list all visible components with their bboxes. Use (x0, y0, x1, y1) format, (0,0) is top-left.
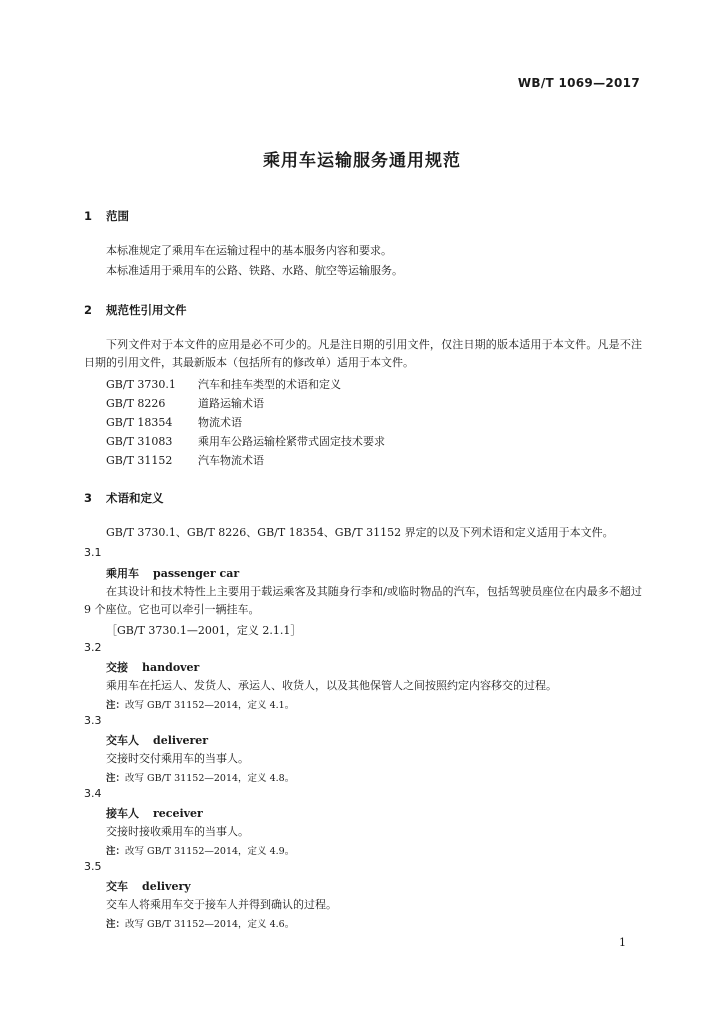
note-text: 改写 GB/T 31152—2014，定义 4.9。 (125, 846, 295, 857)
section-title: 范围 (106, 209, 129, 223)
term-zh: 乘用车 (106, 567, 139, 580)
term-note (106, 916, 294, 930)
term-name (106, 732, 208, 748)
term-zh: 交接 (106, 661, 128, 674)
term-note (106, 843, 294, 857)
section-title: 规范性引用文件 (106, 303, 187, 317)
ref-title: 汽车和挂车类型的术语和定义 (198, 378, 341, 391)
ref-item (106, 395, 264, 413)
section-number: 3 (84, 491, 93, 505)
term-zh: 交车人 (106, 734, 139, 747)
note-label: 注： (106, 773, 126, 784)
section-1-heading (84, 208, 129, 224)
ref-code: GB/T 31152 (106, 454, 173, 467)
section-title: 术语和定义 (106, 491, 164, 505)
term-name (106, 565, 239, 581)
term-number: 3.3 (84, 714, 102, 727)
ref-title: 乘用车公路运输栓紧带式固定技术要求 (198, 435, 385, 448)
ref-title: 道路运输术语 (198, 397, 264, 410)
note-label: 注： (106, 700, 126, 711)
term-definition: 在其设计和技术特性上主要用于载运乘客及其随身行李和/或临时物品的汽车，包括驾驶员座位在内最多不超过 9 个座位。它也可以牵引一辆挂车。 (84, 585, 642, 616)
note-text: 改写 GB/T 31152—2014，定义 4.8。 (125, 773, 295, 784)
ref-code: GB/T 8226 (106, 397, 166, 410)
term-en: deliverer (153, 734, 209, 747)
term-en: delivery (142, 880, 191, 893)
term-note (106, 697, 294, 711)
term-number: 3.1 (84, 546, 102, 559)
note-label: 注： (106, 919, 126, 930)
term-definition: 交车人将乘用车交于接车人并得到确认的过程。 (106, 898, 337, 911)
term-number: 3.4 (84, 787, 102, 800)
section-number: 1 (84, 209, 93, 223)
term-zh: 接车人 (106, 807, 139, 820)
note-label: 注： (106, 846, 126, 857)
term-zh: 交车 (106, 880, 128, 893)
scope-para-1: 本标准规定了乘用车在运输过程中的基本服务内容和要求。 (106, 244, 392, 257)
ref-item (106, 433, 385, 451)
term-name (106, 805, 203, 821)
term-en: handover (142, 661, 200, 674)
ref-code: GB/T 18354 (106, 416, 173, 429)
term-definition: 交接时接收乘用车的当事人。 (106, 825, 249, 838)
term-name (106, 878, 191, 894)
note-text: 改写 GB/T 31152—2014，定义 4.6。 (125, 919, 295, 930)
section-3-heading (84, 490, 164, 506)
ref-item (106, 452, 264, 470)
term-en: passenger car (153, 567, 240, 580)
term-number: 3.5 (84, 860, 102, 873)
document-title: 乘用车运输服务通用规范 (263, 151, 461, 171)
term-note (106, 770, 294, 784)
term-definition: 交接时交付乘用车的当事人。 (106, 752, 249, 765)
ref-item (106, 414, 242, 432)
ref-code: GB/T 3730.1 (106, 378, 176, 391)
term-en: receiver (153, 807, 203, 820)
ref-title: 物流术语 (198, 416, 242, 429)
page-number: 1 (619, 936, 626, 949)
term-source: ［GB/T 3730.1—2001，定义 2.1.1］ (106, 624, 302, 637)
ref-item (106, 376, 341, 394)
standard-code: WB/T 1069—2017 (517, 76, 640, 90)
term-name (106, 659, 199, 675)
ref-title: 汽车物流术语 (198, 454, 264, 467)
term-definition: 乘用车在托运人、发货人、承运人、收货人，以及其他保管人之间按照约定内容移交的过程。 (106, 679, 557, 692)
terms-intro: GB/T 3730.1、GB/T 8226、GB/T 18354、GB/T 31152 界定的以及下列术语和定义适用于本文件。 (106, 526, 614, 539)
term-number: 3.2 (84, 641, 102, 654)
note-text: 改写 GB/T 31152—2014，定义 4.1。 (125, 700, 295, 711)
normative-refs-intro: 下列文件对于本文件的应用是必不可少的。凡是注日期的引用文件，仅注日期的版本适用于本文件。凡是不注日期的引用文件，其最新版本（包括所有的修改单）适用于本文件。 (84, 338, 642, 369)
section-2-heading (84, 302, 187, 318)
section-number: 2 (84, 303, 93, 317)
scope-para-2: 本标准适用于乘用车的公路、铁路、水路、航空等运输服务。 (106, 264, 403, 277)
ref-code: GB/T 31083 (106, 435, 173, 448)
